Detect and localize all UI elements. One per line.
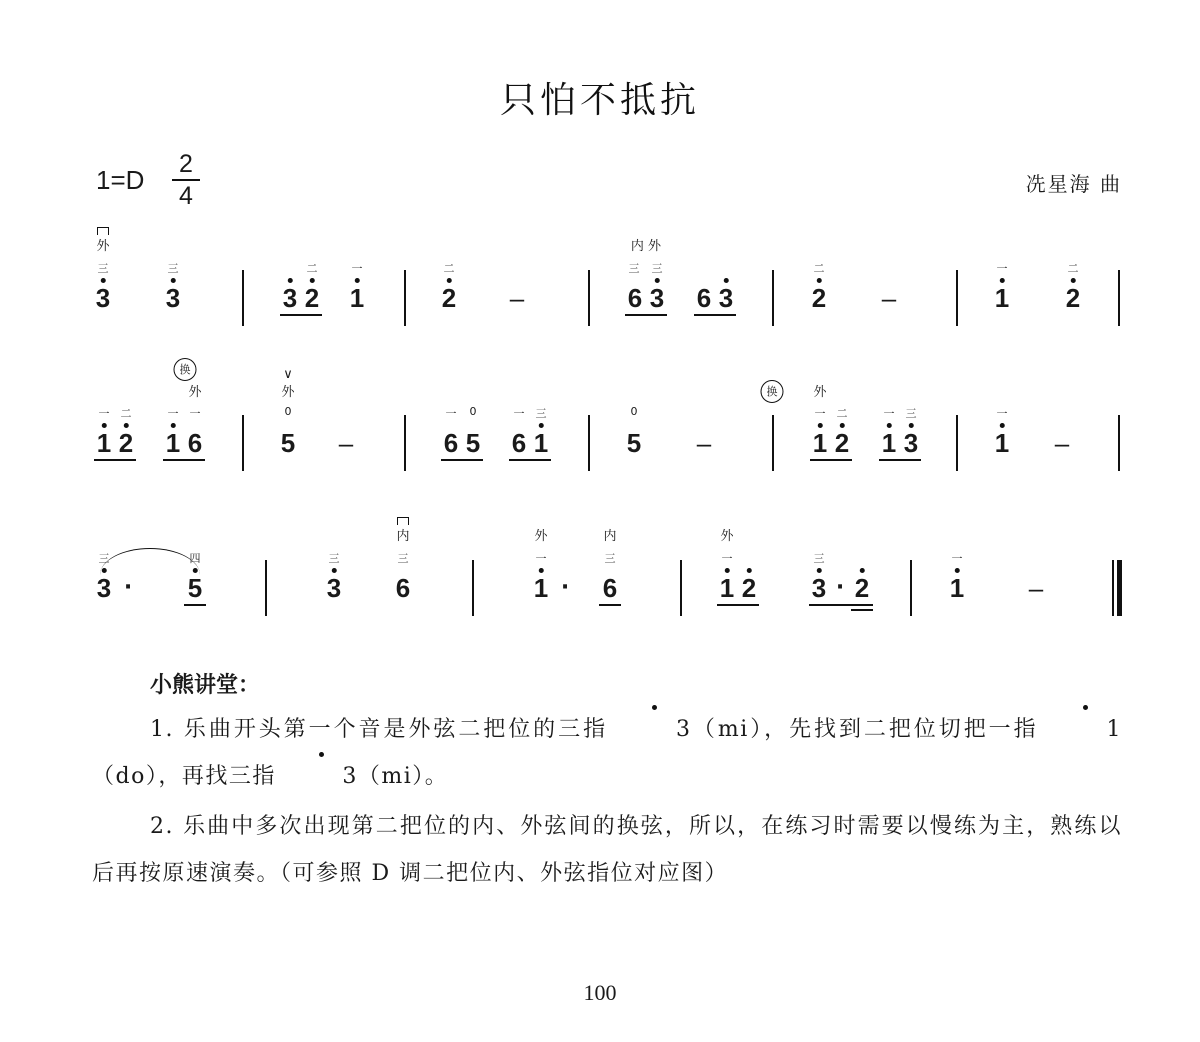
note: 2 bbox=[741, 573, 757, 603]
beam bbox=[879, 459, 921, 461]
beam-double bbox=[851, 609, 873, 611]
extension-dash: – bbox=[338, 428, 354, 458]
augmentation-dot: · bbox=[123, 575, 133, 600]
note: 1 bbox=[533, 573, 549, 603]
inline-note: 3 bbox=[284, 753, 358, 800]
beam bbox=[280, 314, 322, 316]
note: 5 bbox=[187, 573, 203, 603]
barline bbox=[910, 560, 912, 616]
string-mark-outer: 外 bbox=[281, 385, 295, 400]
note: 5 bbox=[626, 428, 642, 458]
barline bbox=[472, 560, 474, 616]
note: 1 bbox=[349, 283, 365, 313]
note: 3 bbox=[95, 283, 111, 313]
beam bbox=[810, 459, 852, 461]
string-mark-outer: 外 bbox=[96, 239, 110, 254]
lesson-text: （do），再找三指 bbox=[92, 764, 285, 789]
extension-dash: – bbox=[1028, 573, 1044, 603]
finger-mark: 三 bbox=[98, 552, 110, 565]
finger-mark: 三 bbox=[535, 407, 547, 420]
note: 6 bbox=[187, 428, 203, 458]
finger-mark: 一 bbox=[167, 407, 179, 420]
beam bbox=[94, 459, 136, 461]
finger-mark: 二 bbox=[120, 407, 132, 420]
beam bbox=[599, 604, 621, 606]
finger-mark: 三 bbox=[167, 262, 179, 275]
bow-down-mark bbox=[397, 517, 409, 525]
finger-mark: 三 bbox=[397, 552, 409, 565]
string-change-mark: 换 bbox=[174, 358, 197, 381]
open-string-mark: 0 bbox=[630, 405, 638, 418]
note: 1 bbox=[165, 428, 181, 458]
barline bbox=[956, 415, 958, 471]
beam bbox=[809, 604, 873, 606]
finger-mark: 一 bbox=[535, 552, 547, 565]
beam bbox=[694, 314, 736, 316]
lesson-paragraph-1 bbox=[92, 706, 1122, 800]
string-mark-outer: 外 bbox=[813, 385, 827, 400]
note: 3 bbox=[96, 573, 112, 603]
barline bbox=[242, 415, 244, 471]
beam bbox=[163, 459, 205, 461]
note: 1 bbox=[812, 428, 828, 458]
finger-mark: 二 bbox=[1067, 262, 1079, 275]
inline-note: 1 bbox=[1048, 706, 1122, 753]
lesson-text: （mi）。 bbox=[357, 764, 449, 789]
note: 6 bbox=[395, 573, 411, 603]
barline bbox=[956, 270, 958, 326]
string-mark-outer: 外 bbox=[534, 529, 548, 544]
note: 1 bbox=[994, 428, 1010, 458]
bow-up-mark: ∨ bbox=[283, 367, 293, 382]
note: 6 bbox=[696, 283, 712, 313]
finger-mark: 一 bbox=[351, 262, 363, 275]
finger-mark: 一 bbox=[513, 407, 525, 420]
note: 6 bbox=[443, 428, 459, 458]
barline bbox=[772, 270, 774, 326]
finger-mark: 三 bbox=[97, 262, 109, 275]
string-mark-inner: 内 bbox=[396, 529, 410, 544]
finger-mark: 二 bbox=[836, 407, 848, 420]
barline bbox=[242, 270, 244, 326]
string-change-mark: 换 bbox=[761, 380, 784, 403]
note: 6 bbox=[627, 283, 643, 313]
note: 1 bbox=[719, 573, 735, 603]
meter-top: 2 bbox=[179, 150, 193, 178]
note: 3 bbox=[718, 283, 734, 313]
open-string-mark: 0 bbox=[469, 405, 477, 418]
finger-mark: 三 bbox=[813, 552, 825, 565]
meter-line bbox=[172, 179, 200, 181]
finger-mark: 一 bbox=[445, 407, 457, 420]
barline bbox=[1118, 415, 1120, 471]
note: 5 bbox=[465, 428, 481, 458]
note: 6 bbox=[602, 573, 618, 603]
extension-dash: – bbox=[696, 428, 712, 458]
string-mark-outer: 外 bbox=[720, 529, 734, 544]
page-number: 100 bbox=[583, 980, 617, 1005]
barline bbox=[772, 415, 774, 471]
note: 2 bbox=[834, 428, 850, 458]
note: 2 bbox=[118, 428, 134, 458]
note: 2 bbox=[441, 283, 457, 313]
string-mark-inner: 内 bbox=[603, 529, 617, 544]
lesson-paragraph-2: 2. 乐曲中多次出现第二把位的内、外弦间的换弦，所以，在练习时需要以慢练为主，熟练以后再按原速演奏。（可参照 D 调二把位内、外弦指位对应图） bbox=[92, 814, 1122, 886]
finger-mark: 一 bbox=[814, 407, 826, 420]
note: 3 bbox=[811, 573, 827, 603]
finger-mark: 三 bbox=[905, 407, 917, 420]
note: 3 bbox=[649, 283, 665, 313]
beam bbox=[625, 314, 667, 316]
barline bbox=[588, 415, 590, 471]
note: 5 bbox=[280, 428, 296, 458]
note: 3 bbox=[165, 283, 181, 313]
extension-dash: – bbox=[881, 283, 897, 313]
finger-mark: 三 bbox=[328, 552, 340, 565]
finger-mark: 一 bbox=[189, 407, 201, 420]
lesson-text: （mi），先找到二把位切把一指 bbox=[691, 717, 1049, 742]
finger-mark: 一 bbox=[996, 262, 1008, 275]
finger-mark: 二 bbox=[443, 262, 455, 275]
note: 1 bbox=[881, 428, 897, 458]
finger-mark: 三 bbox=[604, 552, 616, 565]
time-signature bbox=[172, 150, 200, 210]
barline bbox=[265, 560, 267, 616]
extension-dash: – bbox=[509, 283, 525, 313]
note: 2 bbox=[811, 283, 827, 313]
finger-mark: 三 bbox=[628, 262, 640, 275]
note: 1 bbox=[949, 573, 965, 603]
beam bbox=[184, 604, 206, 606]
note: 1 bbox=[96, 428, 112, 458]
finger-mark: 一 bbox=[951, 552, 963, 565]
barline bbox=[1118, 270, 1120, 326]
key-signature: 1=D bbox=[96, 165, 145, 195]
lesson-text: 1. 乐曲开头第一个音是外弦二把位的三指 bbox=[150, 717, 618, 742]
note: 3 bbox=[903, 428, 919, 458]
finger-mark: 一 bbox=[98, 407, 110, 420]
finger-mark: 二 bbox=[813, 262, 825, 275]
note: 1 bbox=[533, 428, 549, 458]
finger-mark: 三 bbox=[651, 262, 663, 275]
beam bbox=[441, 459, 483, 461]
tie-slur bbox=[100, 548, 200, 575]
finger-mark: 一 bbox=[721, 552, 733, 565]
finger-mark: 一 bbox=[883, 407, 895, 420]
final-barline-thin bbox=[1112, 560, 1114, 616]
beam bbox=[509, 459, 551, 461]
open-string-mark: 0 bbox=[284, 405, 292, 418]
note: 3 bbox=[326, 573, 342, 603]
bow-down-mark bbox=[97, 227, 109, 235]
string-mark-inner-outer: 内 外 bbox=[630, 239, 662, 254]
augmentation-dot: · bbox=[560, 575, 570, 600]
augmentation-dot: · bbox=[835, 575, 845, 600]
finger-mark: 四 bbox=[189, 552, 201, 565]
note: 3 bbox=[282, 283, 298, 313]
final-barline-thick bbox=[1117, 560, 1122, 616]
finger-mark: 一 bbox=[996, 407, 1008, 420]
song-title: 只怕不抵抗 bbox=[499, 80, 700, 121]
note: 6 bbox=[511, 428, 527, 458]
meter-bottom: 4 bbox=[179, 182, 193, 210]
extension-dash: – bbox=[1054, 428, 1070, 458]
beam bbox=[717, 604, 759, 606]
barline bbox=[588, 270, 590, 326]
finger-mark: 二 bbox=[306, 262, 318, 275]
barline bbox=[404, 415, 406, 471]
note: 2 bbox=[304, 283, 320, 313]
note: 2 bbox=[854, 573, 870, 603]
string-mark-outer: 外 bbox=[188, 385, 202, 400]
note: 1 bbox=[994, 283, 1010, 313]
note: 2 bbox=[1065, 283, 1081, 313]
barline bbox=[680, 560, 682, 616]
composer: 冼星海 曲 bbox=[1025, 172, 1122, 196]
barline bbox=[404, 270, 406, 326]
lesson-heading: 小熊讲堂： bbox=[150, 673, 261, 698]
inline-note: 3 bbox=[618, 706, 692, 753]
